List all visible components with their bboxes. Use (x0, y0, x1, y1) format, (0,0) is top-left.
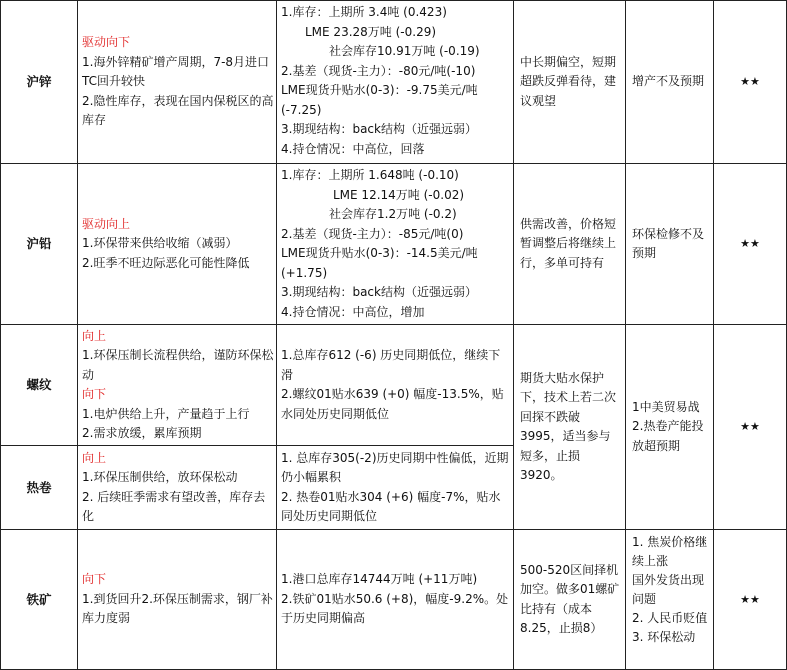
rating-stars: ★★ (740, 75, 760, 89)
data-line: 2.铁矿01贴水50.6 (+8)，幅度-9.2%。处于历史同期偏高 (281, 591, 509, 626)
rating-stars: ★★ (740, 420, 760, 434)
driver-line: 1.环保压制长流程供给，谨防环保松动 (82, 348, 274, 382)
driver-line: 1.电炉供给上升，产量趋于上行 (82, 406, 250, 421)
risk-line: 2. 人民币贬值 (632, 611, 708, 625)
data-line: 3.期现结构：back结构（近强远弱） (281, 285, 477, 299)
data-line: 2.基差（现货-主力）：-85元/吨(0) (281, 226, 464, 241)
strategy-text: 供需改善，价格短暂调整后将继续上行，多单可持有 (520, 216, 617, 270)
grid-line (513, 0, 514, 670)
commodity-name: 热卷 (26, 479, 52, 495)
driver-line: 2.旺季不旺边际恶化可能性降低 (82, 255, 250, 270)
grid-line (77, 0, 78, 670)
data-line: 2.螺纹01贴水639 (+0) 幅度-13.5%，贴水同处历史同期低位 (281, 387, 504, 421)
commodity-name: 沪铅 (26, 236, 52, 252)
driver-heading: 向上 (82, 450, 107, 465)
strategy-text: 期货大贴水保护下，技术上若二次回探不跌破3995，适当参与短多，止损3920。 (520, 370, 617, 482)
risk-line: 1. 焦炭价格继续上涨 (632, 535, 708, 568)
data-cell (281, 446, 509, 529)
data-line: 1.库存：上期所 3.4吨 (0.423) (281, 5, 447, 19)
driver-cell (82, 1, 274, 163)
risk-line: 1中美贸易战 (632, 399, 700, 414)
commodity-name: 沪锌 (26, 74, 52, 90)
strategy-text: 中长期偏空，短期超跌反弹看待，建议观望 (520, 54, 617, 108)
commodity-name: 螺纹 (26, 377, 52, 393)
data-line: 1. 总库存305(-2)历史同期中性偏低，近期仍小幅累积 (281, 450, 509, 484)
commodity-name: 铁矿 (26, 591, 52, 607)
data-line: 4.持仓情况：中高位，增加 (281, 304, 425, 319)
data-line: 3.期现结构：back结构（近强远弱） (281, 122, 477, 136)
driver-heading: 向上 (82, 328, 107, 343)
risk-cell (632, 325, 710, 529)
driver-cell (82, 325, 274, 445)
data-cell (281, 325, 509, 445)
data-line: LME现货升贴水(0-3)：-9.75美元/吨 (281, 83, 478, 97)
data-line: 1.港口总库存14744万吨 (+11万吨) (281, 572, 478, 587)
driver-heading: 驱动向下 (82, 35, 131, 50)
driver-line: 2. 后续旺季需求有望改善，库存去化 (82, 489, 266, 523)
data-line: (-7.25) (281, 102, 322, 117)
grid-line (625, 0, 626, 670)
strategy-text: 500-520区间择机加空。做多01螺矿比持有（成本8.25，止损8） (520, 562, 620, 635)
grid-line (276, 0, 277, 670)
data-line: 2.基差（现货-主力）：-80元/吨(-10) (281, 63, 476, 78)
data-line: LME 23.28万吨 (-0.29) (305, 24, 437, 39)
strategy-cell (520, 1, 620, 163)
strategy-cell (520, 164, 620, 324)
risk-cell (632, 164, 710, 324)
rating-stars: ★★ (740, 592, 760, 606)
risk-line: 3. 环保松动 (632, 630, 696, 644)
driver-line: 1.环保带来供给收缩（减弱） (82, 236, 238, 251)
driver-line: 2.隐性库存，表现在国内保税区的高库存 (82, 93, 274, 128)
data-line: 1.总库存612 (-6) 历史同期低位，继续下滑 (281, 348, 501, 382)
risk-line: 2.热卷产能投放超预期 (632, 419, 704, 453)
driver-heading: 向下 (82, 387, 107, 401)
risk-cell (632, 533, 712, 667)
driver-cell (82, 446, 274, 529)
risk-line: 国外发货出现问题 (632, 573, 705, 606)
driver-line: 1.环保压制供给，放环保松动 (82, 470, 238, 484)
driver-line: 1.到货回升2.环保压制需求，钢厂补库力度弱 (82, 591, 273, 626)
data-line: 社会库存10.91万吨 (-0.19) (329, 44, 480, 58)
driver-heading: 驱动向上 (82, 216, 131, 231)
driver-line: 2.需求放缓，累库预期 (82, 426, 202, 440)
driver-heading: 向下 (82, 572, 107, 587)
data-line: 2. 热卷01贴水304 (+6) 幅度-7%，贴水同处历史同期低位 (281, 489, 501, 523)
driver-line: 1.海外锌精矿增产周期，7-8月进口TC回升较快 (82, 54, 270, 89)
driver-cell (82, 164, 274, 324)
driver-cell (82, 530, 274, 669)
data-line: LME现货升贴水(0-3)：-14.5美元/吨 (281, 246, 478, 260)
data-cell (281, 530, 509, 669)
strategy-cell (520, 325, 620, 529)
data-line: 社会库存1.2万吨 (-0.2) (329, 207, 457, 221)
risk-text: 增产不及预期 (632, 74, 705, 89)
data-line: LME 12.14万吨 (-0.02) (333, 187, 465, 202)
data-line: 1.库存：上期所 1.648吨 (-0.10) (281, 168, 459, 182)
data-cell (281, 1, 511, 163)
risk-cell (632, 1, 710, 163)
data-cell (281, 164, 511, 324)
strategy-cell (520, 530, 620, 669)
risk-text: 环保检修不及预期 (632, 226, 705, 260)
data-line: (+1.75) (281, 265, 328, 280)
rating-stars: ★★ (740, 237, 760, 251)
data-line: 4.持仓情况：中高位，回落 (281, 141, 425, 156)
